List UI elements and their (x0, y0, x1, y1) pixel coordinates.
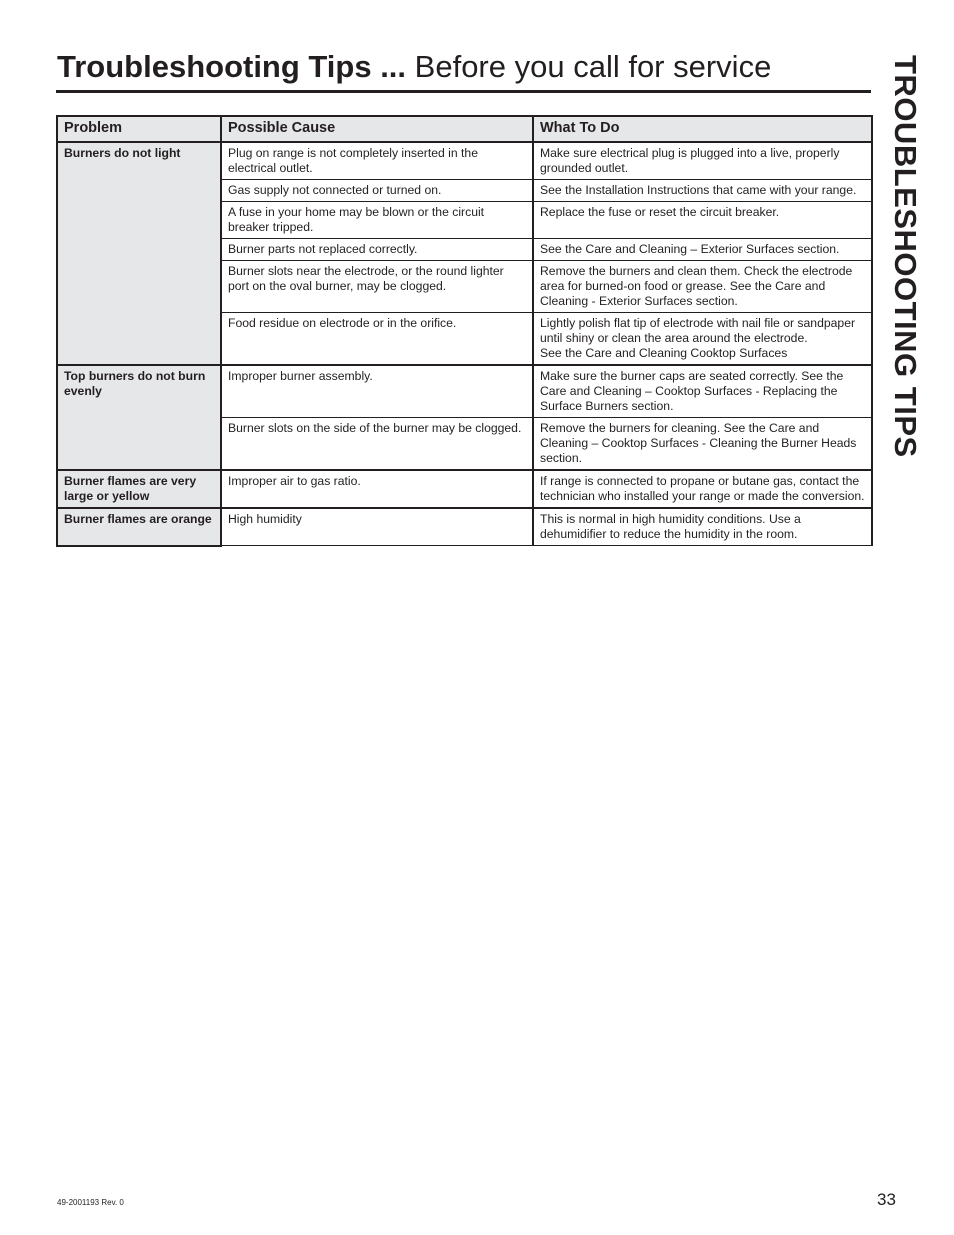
todo-cell: Make sure electrical plug is plugged into a live, properly grounded outlet. (533, 142, 872, 180)
todo-cell: Remove the burners for cleaning. See the Care and Cleaning – Cooktop Surfaces - Cleaning the Burner Heads section. (533, 418, 872, 471)
todo-cell: Lightly polish flat tip of electrode with nail file or sandpaper until shiny or clean the area around the electrode. See the Care and Cleaning Cooktop Surfaces (533, 313, 872, 366)
table-row (57, 142, 872, 180)
cause-cell: A fuse in your home may be blown or the circuit breaker tripped. (221, 202, 533, 239)
todo-cell: Replace the fuse or reset the circuit breaker. (533, 202, 872, 239)
todo-cell: Remove the burners and clean them. Check the electrode area for burned-on food or grease. See the Care and Cleaning - Exterior Surfaces section. (533, 261, 872, 313)
table-header-row (57, 116, 872, 142)
table-row (57, 508, 872, 546)
todo-cell: See the Care and Cleaning – Exterior Surfaces section. (533, 239, 872, 261)
cause-cell: Gas supply not connected or turned on. (221, 180, 533, 202)
column-header-cause: Possible Cause (221, 116, 533, 142)
title-underline (56, 90, 871, 93)
problem-cell: Burner flames are very large or yellow (57, 470, 221, 508)
problem-cell: Top burners do not burn evenly (57, 365, 221, 470)
page-title-subtitle: Before you call for service (406, 49, 772, 84)
section-side-tab-label: TROUBLESHOOTING TIPS (888, 55, 923, 458)
todo-cell: If range is connected to propane or butane gas, contact the technician who installed your range or made the conversion. (533, 470, 872, 508)
todo-cell: See the Installation Instructions that came with your range. (533, 180, 872, 202)
document-code: 49-2001193 Rev. 0 (57, 1198, 124, 1207)
todo-cell: This is normal in high humidity conditions. Use a dehumidifier to reduce the humidity in the room. (533, 508, 872, 546)
cause-cell: High humidity (221, 508, 533, 546)
problem-cell: Burner flames are orange (57, 508, 221, 546)
column-header-problem: Problem (57, 116, 221, 142)
page-title (57, 46, 771, 88)
section-side-tab (868, 55, 948, 485)
table-row (57, 470, 872, 508)
table-row (57, 365, 872, 418)
troubleshooting-table (56, 115, 873, 547)
cause-cell: Plug on range is not completely inserted in the electrical outlet. (221, 142, 533, 180)
cause-cell: Food residue on electrode or in the orifice. (221, 313, 533, 366)
todo-cell: Make sure the burner caps are seated correctly. See the Care and Cleaning – Cooktop Surfaces - Replacing the Surface Burners section. (533, 365, 872, 418)
problem-cell: Burners do not light (57, 142, 221, 365)
cause-cell: Burner slots on the side of the burner may be clogged. (221, 418, 533, 471)
page-number: 33 (877, 1190, 896, 1209)
cause-cell: Improper burner assembly. (221, 365, 533, 418)
column-header-todo: What To Do (533, 116, 872, 142)
cause-cell: Burner parts not replaced correctly. (221, 239, 533, 261)
cause-cell: Improper air to gas ratio. (221, 470, 533, 508)
page-title-bold: Troubleshooting Tips ... (57, 49, 407, 84)
cause-cell: Burner slots near the electrode, or the round lighter port on the oval burner, may be clogged. (221, 261, 533, 313)
table-body (57, 142, 872, 546)
